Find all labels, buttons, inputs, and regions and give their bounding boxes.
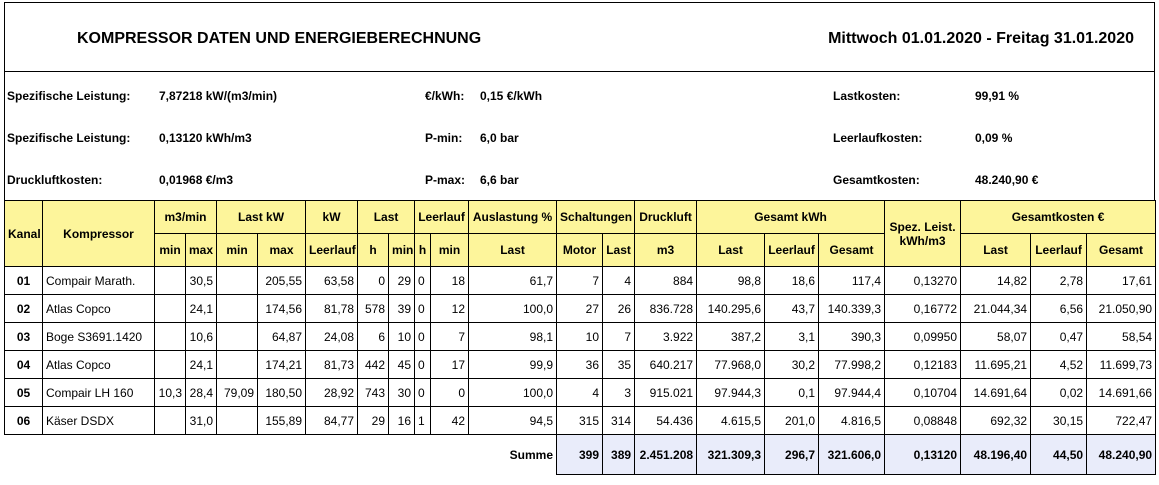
header-auslastung: Auslastung % bbox=[469, 201, 557, 234]
cell-schaltungen-motor: 315 bbox=[557, 407, 603, 435]
gesamtkosten-value: 48.240,90 € bbox=[975, 173, 1039, 187]
header-kw: kW bbox=[306, 201, 358, 234]
cell-last-kw-max: 180,50 bbox=[258, 379, 306, 407]
cell-last-kw-min bbox=[217, 295, 258, 323]
cell-last-h: 0 bbox=[358, 267, 389, 295]
cell-eur-last: 692,32 bbox=[961, 407, 1031, 435]
cell-leerlauf-min: 17 bbox=[431, 351, 469, 379]
compressor-table bbox=[4, 200, 1156, 475]
cell-kanal: 04 bbox=[5, 351, 43, 379]
cell-schaltungen-last: 314 bbox=[603, 407, 635, 435]
cell-last-kw-min bbox=[217, 323, 258, 351]
cell-leerlauf-h: 0 bbox=[415, 379, 431, 407]
cell-leerlauf-h: 1 bbox=[415, 407, 431, 435]
cell-eur-last: 14,82 bbox=[961, 267, 1031, 295]
cell-schaltungen-motor: 4 bbox=[557, 379, 603, 407]
header-druckluft: Druckluft bbox=[635, 201, 697, 234]
cell-last-kw-max: 64,87 bbox=[258, 323, 306, 351]
subheader-min: min bbox=[155, 234, 186, 267]
cell-eur-gesamt: 21.050,90 bbox=[1087, 295, 1156, 323]
cell-leerlauf-h: 0 bbox=[415, 351, 431, 379]
cell-kwh-last: 77.968,0 bbox=[697, 351, 765, 379]
cell-kw-leerlauf: 24,08 bbox=[306, 323, 358, 351]
cell-last-kw-min bbox=[217, 407, 258, 435]
cell-eur-gesamt: 58,54 bbox=[1087, 323, 1156, 351]
report-period: Mittwoch 01.01.2020 - Freitag 31.01.2020 bbox=[828, 30, 1134, 47]
cell-kompressor: Käser DSDX bbox=[43, 407, 155, 435]
cell-spez-leist: 0,10704 bbox=[885, 379, 961, 407]
spez-leistung-2-label: Spezifische Leistung: bbox=[7, 131, 131, 145]
cell-druckluft-m3: 3.922 bbox=[635, 323, 697, 351]
cell-eur-leerlauf: 4,52 bbox=[1031, 351, 1087, 379]
header-last-kw: Last kW bbox=[217, 201, 306, 234]
pmin-label: P-min: bbox=[425, 131, 463, 145]
cell-leerlauf-h: 0 bbox=[415, 295, 431, 323]
cell-leerlauf-h: 0 bbox=[415, 323, 431, 351]
subheader-last: Last bbox=[961, 234, 1031, 267]
cell-eur-leerlauf: 6,56 bbox=[1031, 295, 1087, 323]
table-row bbox=[5, 323, 1156, 351]
cell-last-min: 10 bbox=[389, 323, 415, 351]
spez-leistung-2-value: 0,13120 kWh/m3 bbox=[159, 131, 252, 145]
subheader-last: Last bbox=[469, 234, 557, 267]
subheader-min: min bbox=[217, 234, 258, 267]
cell-last-kw-min: 79,09 bbox=[217, 379, 258, 407]
cell-last-kw-max: 174,21 bbox=[258, 351, 306, 379]
cell-leerlauf-min: 18 bbox=[431, 267, 469, 295]
cell-kwh-leerlauf: 43,7 bbox=[765, 295, 819, 323]
subheader-gesamt: Gesamt bbox=[1087, 234, 1156, 267]
cell-eur-gesamt: 11.699,73 bbox=[1087, 351, 1156, 379]
cell-last-h: 442 bbox=[358, 351, 389, 379]
subheader-h: h bbox=[358, 234, 389, 267]
summe-row bbox=[5, 435, 1156, 475]
cell-kwh-last: 98,8 bbox=[697, 267, 765, 295]
subheader-leerlauf: Leerlauf bbox=[1031, 234, 1087, 267]
cell-kwh-gesamt: 390,3 bbox=[819, 323, 885, 351]
summe-last: 389 bbox=[603, 435, 635, 475]
cell-auslastung: 99,9 bbox=[469, 351, 557, 379]
cell-schaltungen-motor: 27 bbox=[557, 295, 603, 323]
cell-leerlauf-min: 0 bbox=[431, 379, 469, 407]
cell-last-h: 6 bbox=[358, 323, 389, 351]
subheader-gesamt: Gesamt bbox=[819, 234, 885, 267]
table-row bbox=[5, 351, 1156, 379]
cell-m3min-min bbox=[155, 323, 186, 351]
cell-last-kw-max: 205,55 bbox=[258, 267, 306, 295]
header-kanal: Kanal bbox=[5, 201, 43, 267]
cell-druckluft-m3: 915.021 bbox=[635, 379, 697, 407]
cell-last-h: 29 bbox=[358, 407, 389, 435]
lastkosten-value: 99,91 % bbox=[975, 89, 1020, 103]
cell-spez-leist: 0,08848 bbox=[885, 407, 961, 435]
header-spez-leist: Spez. Leist. kWh/m3 bbox=[885, 201, 961, 267]
summe-kwh-leerlauf: 296,7 bbox=[765, 435, 819, 475]
cell-last-kw-max: 174,56 bbox=[258, 295, 306, 323]
leerlaufkosten-value: 0,09 % bbox=[975, 131, 1013, 145]
cell-m3min-min bbox=[155, 407, 186, 435]
cell-m3min-max: 30,5 bbox=[186, 267, 217, 295]
cell-auslastung: 94,5 bbox=[469, 407, 557, 435]
cell-kompressor: Atlas Copco bbox=[43, 295, 155, 323]
cell-last-min: 16 bbox=[389, 407, 415, 435]
cell-spez-leist: 0,13270 bbox=[885, 267, 961, 295]
cell-kw-leerlauf: 81,78 bbox=[306, 295, 358, 323]
subheader-h: h bbox=[415, 234, 431, 267]
cell-m3min-min bbox=[155, 267, 186, 295]
cell-leerlauf-min: 42 bbox=[431, 407, 469, 435]
header-kompressor: Kompressor bbox=[43, 201, 155, 267]
cell-eur-leerlauf: 2,78 bbox=[1031, 267, 1087, 295]
cell-kwh-last: 97.944,3 bbox=[697, 379, 765, 407]
cell-leerlauf-h: 0 bbox=[415, 267, 431, 295]
header-last: Last bbox=[358, 201, 415, 234]
cell-kw-leerlauf: 28,92 bbox=[306, 379, 358, 407]
cell-kwh-leerlauf: 18,6 bbox=[765, 267, 819, 295]
subheader-leerlauf: Leerlauf bbox=[765, 234, 819, 267]
cell-kanal: 05 bbox=[5, 379, 43, 407]
cell-kwh-last: 387,2 bbox=[697, 323, 765, 351]
subheader-last: Last bbox=[697, 234, 765, 267]
cell-leerlauf-min: 7 bbox=[431, 323, 469, 351]
subheader-min: min bbox=[389, 234, 415, 267]
report-header bbox=[4, 2, 1155, 72]
cell-eur-gesamt: 14.691,66 bbox=[1087, 379, 1156, 407]
summe-spez: 0,13120 bbox=[885, 435, 961, 475]
cell-kwh-last: 140.295,6 bbox=[697, 295, 765, 323]
cell-schaltungen-last: 26 bbox=[603, 295, 635, 323]
header-m3min: m3/min bbox=[155, 201, 217, 234]
header-gesamtkosten: Gesamtkosten € bbox=[961, 201, 1156, 234]
cell-eur-gesamt: 17,61 bbox=[1087, 267, 1156, 295]
pmax-label: P-max: bbox=[425, 173, 466, 187]
cell-kwh-last: 4.615,5 bbox=[697, 407, 765, 435]
cell-schaltungen-motor: 10 bbox=[557, 323, 603, 351]
table-row bbox=[5, 295, 1156, 323]
cell-eur-last: 14.691,64 bbox=[961, 379, 1031, 407]
cell-kwh-gesamt: 77.998,2 bbox=[819, 351, 885, 379]
report-title: KOMPRESSOR DATEN UND ENERGIEBERECHNUNG bbox=[77, 30, 482, 47]
cell-kompressor: Compair Marath. bbox=[43, 267, 155, 295]
cell-auslastung: 100,0 bbox=[469, 295, 557, 323]
cell-last-min: 29 bbox=[389, 267, 415, 295]
cell-eur-leerlauf: 0,47 bbox=[1031, 323, 1087, 351]
summe-druckluft: 2.451.208 bbox=[635, 435, 697, 475]
druckluftkosten-label: Druckluftkosten: bbox=[7, 173, 103, 187]
cell-kw-leerlauf: 63,58 bbox=[306, 267, 358, 295]
druckluftkosten-value: 0,01968 €/m3 bbox=[159, 173, 234, 187]
cell-spez-leist: 0,16772 bbox=[885, 295, 961, 323]
cell-m3min-max: 31,0 bbox=[186, 407, 217, 435]
cell-spez-leist: 0,09950 bbox=[885, 323, 961, 351]
cell-m3min-max: 10,6 bbox=[186, 323, 217, 351]
summe-eur-leerlauf: 44,50 bbox=[1031, 435, 1087, 475]
cell-druckluft-m3: 54.436 bbox=[635, 407, 697, 435]
cell-kanal: 06 bbox=[5, 407, 43, 435]
eur-kwh-value: 0,15 €/kWh bbox=[480, 89, 543, 103]
cell-auslastung: 98,1 bbox=[469, 323, 557, 351]
cell-m3min-min bbox=[155, 295, 186, 323]
cell-auslastung: 61,7 bbox=[469, 267, 557, 295]
cell-schaltungen-last: 3 bbox=[603, 379, 635, 407]
table-body bbox=[5, 267, 1156, 435]
cell-kwh-gesamt: 97.944,4 bbox=[819, 379, 885, 407]
cell-druckluft-m3: 640.217 bbox=[635, 351, 697, 379]
cell-kwh-gesamt: 117,4 bbox=[819, 267, 885, 295]
cell-m3min-min bbox=[155, 351, 186, 379]
cell-kwh-gesamt: 140.339,3 bbox=[819, 295, 885, 323]
cell-kwh-leerlauf: 30,2 bbox=[765, 351, 819, 379]
cell-druckluft-m3: 884 bbox=[635, 267, 697, 295]
header-schaltungen: Schaltungen bbox=[557, 201, 635, 234]
cell-last-kw-min bbox=[217, 267, 258, 295]
table-row bbox=[5, 379, 1156, 407]
gesamtkosten-label: Gesamtkosten: bbox=[833, 173, 920, 187]
cell-eur-gesamt: 722,47 bbox=[1087, 407, 1156, 435]
summe-eur-last: 48.196,40 bbox=[961, 435, 1031, 475]
subheader-max: max bbox=[186, 234, 217, 267]
cell-kompressor: Boge S3691.1420 bbox=[43, 323, 155, 351]
pmax-value: 6,6 bar bbox=[480, 173, 519, 187]
header-leerlauf: Leerlauf bbox=[415, 201, 469, 234]
cell-eur-leerlauf: 30,15 bbox=[1031, 407, 1087, 435]
cell-eur-last: 21.044,34 bbox=[961, 295, 1031, 323]
cell-kwh-gesamt: 4.816,5 bbox=[819, 407, 885, 435]
cell-kw-leerlauf: 84,77 bbox=[306, 407, 358, 435]
cell-kanal: 02 bbox=[5, 295, 43, 323]
cell-last-min: 30 bbox=[389, 379, 415, 407]
table-row bbox=[5, 407, 1156, 435]
cell-m3min-min: 10,3 bbox=[155, 379, 186, 407]
spez-leistung-1-label: Spezifische Leistung: bbox=[7, 89, 131, 103]
summe-label: Summe bbox=[509, 447, 554, 462]
cell-auslastung: 100,0 bbox=[469, 379, 557, 407]
subheader-min: min bbox=[431, 234, 469, 267]
summe-kwh-last: 321.309,3 bbox=[697, 435, 765, 475]
cell-schaltungen-motor: 36 bbox=[557, 351, 603, 379]
lastkosten-label: Lastkosten: bbox=[833, 89, 901, 103]
cell-eur-leerlauf: 0,02 bbox=[1031, 379, 1087, 407]
cell-kompressor: Atlas Copco bbox=[43, 351, 155, 379]
cell-kanal: 01 bbox=[5, 267, 43, 295]
eur-kwh-label: €/kWh: bbox=[425, 89, 465, 103]
cell-schaltungen-last: 7 bbox=[603, 323, 635, 351]
cell-druckluft-m3: 836.728 bbox=[635, 295, 697, 323]
cell-m3min-max: 24,1 bbox=[186, 351, 217, 379]
cell-m3min-max: 28,4 bbox=[186, 379, 217, 407]
summe-eur-gesamt: 48.240,90 bbox=[1087, 435, 1156, 475]
spez-leistung-1-value: 7,87218 kW/(m3/min) bbox=[159, 89, 278, 103]
cell-m3min-max: 24,1 bbox=[186, 295, 217, 323]
cell-kwh-leerlauf: 201,0 bbox=[765, 407, 819, 435]
cell-kwh-leerlauf: 0,1 bbox=[765, 379, 819, 407]
summe-kwh-gesamt: 321.606,0 bbox=[819, 435, 885, 475]
subheader-m3: m3 bbox=[635, 234, 697, 267]
cell-kanal: 03 bbox=[5, 323, 43, 351]
header-gesamt-kwh: Gesamt kWh bbox=[697, 201, 885, 234]
cell-last-h: 743 bbox=[358, 379, 389, 407]
pmin-value: 6,0 bar bbox=[480, 131, 519, 145]
cell-last-kw-max: 155,89 bbox=[258, 407, 306, 435]
parameter-panel bbox=[4, 72, 1155, 200]
subheader-leerlauf: Leerlauf bbox=[306, 234, 358, 267]
cell-kwh-leerlauf: 3,1 bbox=[765, 323, 819, 351]
cell-last-h: 578 bbox=[358, 295, 389, 323]
cell-last-kw-min bbox=[217, 351, 258, 379]
cell-kw-leerlauf: 81,73 bbox=[306, 351, 358, 379]
subheader-last: Last bbox=[603, 234, 635, 267]
subheader-max: max bbox=[258, 234, 306, 267]
cell-last-min: 45 bbox=[389, 351, 415, 379]
cell-leerlauf-min: 12 bbox=[431, 295, 469, 323]
cell-eur-last: 11.695,21 bbox=[961, 351, 1031, 379]
cell-schaltungen-motor: 7 bbox=[557, 267, 603, 295]
summe-motor: 399 bbox=[557, 435, 603, 475]
cell-eur-last: 58,07 bbox=[961, 323, 1031, 351]
cell-last-min: 39 bbox=[389, 295, 415, 323]
cell-schaltungen-last: 4 bbox=[603, 267, 635, 295]
table-row bbox=[5, 267, 1156, 295]
cell-spez-leist: 0,12183 bbox=[885, 351, 961, 379]
leerlaufkosten-label: Leerlaufkosten: bbox=[833, 131, 923, 145]
cell-schaltungen-last: 35 bbox=[603, 351, 635, 379]
cell-kompressor: Compair LH 160 bbox=[43, 379, 155, 407]
subheader-motor: Motor bbox=[557, 234, 603, 267]
